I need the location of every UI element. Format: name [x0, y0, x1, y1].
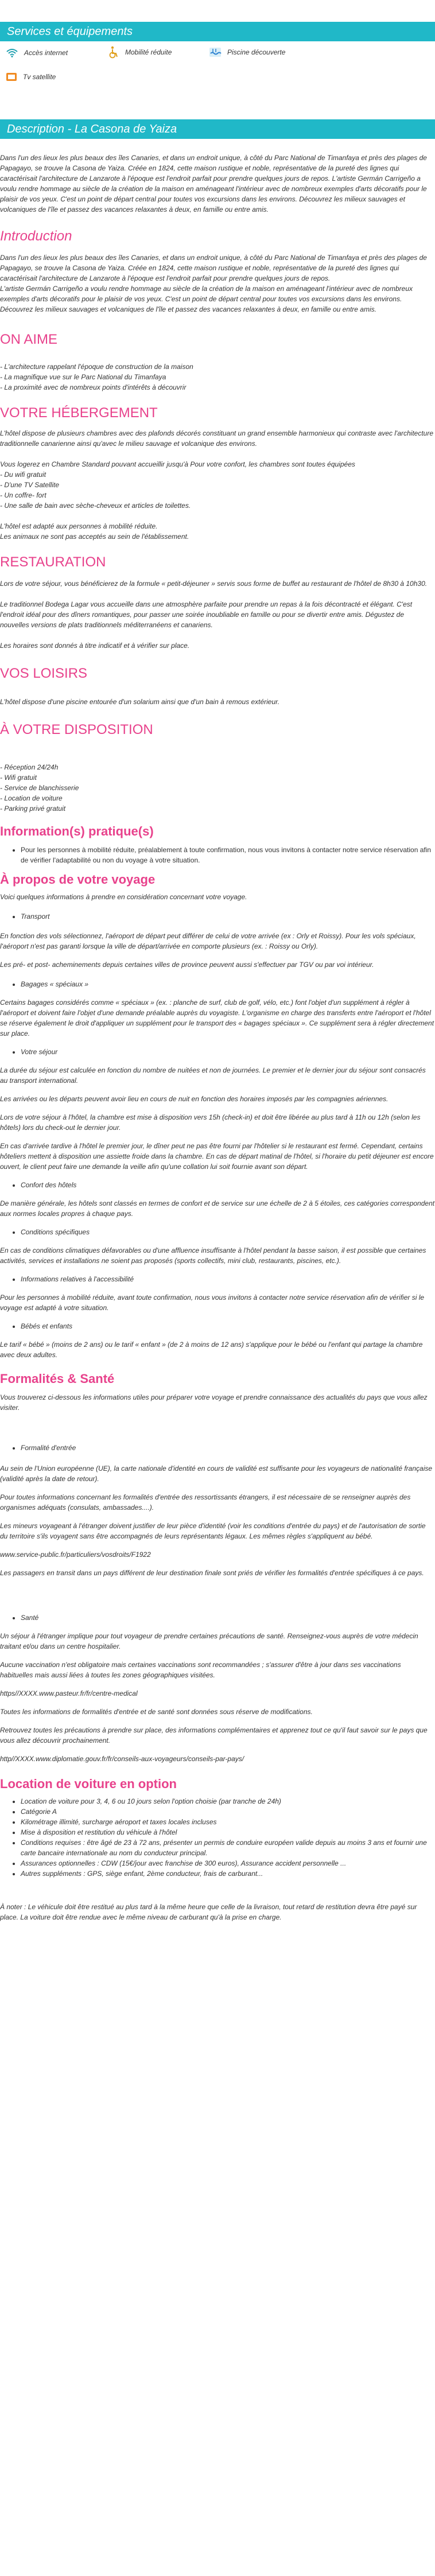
restauration-paragraph-1: Lors de votre séjour, vous bénéficierez de la formule « petit-déjeuner » servis sous forme de buffet au restaurant de l'hôtel de 8h30 à 10h30. — [0, 580, 428, 588]
restauration-heading: RESTAURATION — [0, 554, 106, 570]
description-paragraph: Dans l'un des lieux les plus beaux des îles Canaries, et dans un endroit unique, à côté du Parc National de Timanfaya et près des plages de Papagayo, se trouve la Casona de Yaiza. Créée en 1824, cette maison rustique et noble, représentative de la pureté des lignes qui caractérisait l'architecture de Lanzarote à l'époque est l'endroit parfait pour prendre quelques jours de repos. L'artiste Germán Carrigeño a voulu rendre hommage au siècle de la création de la maison en aménageant l'intérieur avec de nombreux exemples d'arts décoratifs pour le plaisir de vos yeux. C'est un point de départ central pour toutes vos excursions dans les environs. Découvrez les milieux sauvages et volcaniques de l'île et passez des vacances relaxantes à deux, en famille ou entre amis. — [0, 154, 427, 213]
bagages-bullet-list — [0, 979, 435, 989]
hebergement-heading: VOTRE HÉBERGEMENT — [0, 405, 158, 421]
intro-paragraph-2: L'artiste Germán Carrigeño a voulu rendre hommage au siècle de la création de la maison en aménageant l'intérieur avec de nombreux exemples d'arts décoratifs pour le plaisir de vos yeux. C'est un point de départ central pour toutes vos excursions dans les environs. Découvrez les milieux sauvages et volcaniques de l'île et passez des vacances relaxantes à deux, en famille ou entre amis. — [0, 285, 413, 313]
sante-link-2[interactable]: http//XXXX.www.diplomatie.gouv.fr/fr/conseils-aux-voyageurs/conseils-par-pays/ — [0, 1755, 244, 1763]
sejour-paragraph-4: En cas d'arrivée tardive à l'hôtel le premier jour, le dîner peut ne pas être fourni par l'hôtelier si le restaurant est fermé. Cependant, certains hôteliers mettent à disposition une assiette froide dans la chambre. En cas de départ matinal de l'hôtel, si l'horaire du petit déjeuner est encore ouvert, le client peut faire une demande la veille afin qu'une collation lui soit fournie avant son départ. — [0, 1142, 434, 1171]
loisirs-paragraph: L'hôtel dispose d'une piscine entourée d'un solarium ainsi que d'un bain à remous extérieur. — [0, 698, 280, 706]
sante-link-1[interactable]: https//XXXX.www.pasteur.fr/fr/centre-medical — [0, 1689, 138, 1697]
amenity-mobility: Mobilité réduite — [108, 46, 172, 59]
sante-bullet-list — [0, 1613, 435, 1623]
pratiques-heading: Information(s) pratique(s) — [0, 824, 154, 838]
transport-paragraph-1: En fonction des vols sélectionnez, l'aéroport de départ peut différer de celui de votre arrivée (ex : Orly et Roissy). Pour les vols spéciaux, l'aéroport n'est pas garanti lorsque la ville de départ/arrivée en comporte plusieurs (ex. : Roissy ou Orly). — [0, 932, 416, 950]
bebes-bullet: • Bébés et enfants — [21, 1321, 435, 1331]
disposition-item: - Location de voiture — [0, 794, 63, 802]
tv-icon — [6, 71, 17, 83]
hebergement-paragraph-1: L'hôtel dispose de plusieurs chambres avec des plafonds décorés constituant un grand ensemble harmonieux qui contraste avec l'architecture traditionnelle canarienne ainsi qu'avec le milieu sauvage et volcanique des environs. — [0, 429, 434, 448]
sante-paragraph-4: Toutes les informations de formalités d'entrée et de santé sont données sous réserve de modifications. — [0, 1708, 313, 1716]
disposition-item: - Wifi gratuit — [0, 774, 37, 782]
hebergement-item: - D'une TV Satellite — [0, 481, 60, 489]
sante-bullet: • Santé — [21, 1613, 435, 1623]
entree-paragraph-3: Les mineurs voyageant à l'étranger doivent justifier de leur pièce d'identité (voir les conditions d'entrée du pays) et de l'autorisation de sortie du territoire s'ils voyagent sans être accompagnés de leurs représentants légaux. Les mêmes règles s'appliquent au bébé. — [0, 1522, 426, 1540]
voiture-item: • Assurances optionnelles : CDW (15€/jour avec franchise de 300 euros), Assurance accident personnelle ... — [21, 1858, 435, 1868]
amenity-tv: Tv satellite — [6, 71, 56, 83]
restauration-paragraph-2: Le traditionnel Bodega Lagar vous accueille dans une atmosphère parfaite pour prendre un repas à la fois décontracté et élégant. C'est l'endroit idéal pour des dîners romantiques, pour passer une soirée inoubliable en famille ou pour se divertir entre amis. Dégustez de nouvelles versions de plats traditionnels méditerranéens et canariens. — [0, 600, 413, 629]
sante-paragraph-2: Aucune vaccination n'est obligatoire mais certaines vaccinations sont recommandées ; s'assurer d'être à jour dans ses vaccinations habituelles mais aussi liées à toutes les zones géographiques visitées. — [0, 1661, 401, 1679]
amenities-list — [0, 41, 435, 104]
loisirs-heading: VOS LOISIRS — [0, 666, 88, 681]
sejour-bullet: • Votre séjour — [21, 1047, 435, 1057]
disposition-heading: À VOTRE DISPOSITION — [0, 722, 153, 737]
voiture-note: À noter : Le véhicule doit être restitué au plus tard à la même heure que celle de la livraison, tout retard de restitution devra être payé sur place. La voiture doit être rendue avec le même niveau de carburant qu'à la prise en charge. — [0, 1903, 417, 1921]
intro-heading: Introduction — [0, 228, 72, 244]
entree-bullet: • Formalité d'entrée — [21, 1443, 435, 1453]
sejour-paragraph-1: La durée du séjour est calculée en fonction du nombre de nuitées et non de journées. Le premier et le dernier jour du séjour sont consacrés au transport international. — [0, 1066, 426, 1085]
sejour-bullet-list — [0, 1047, 435, 1057]
voiture-item: • Conditions requises : être âgé de 23 à 72 ans, présenter un permis de conduire européen valide depuis au moins 3 ans et fournir une carte bancaire internationale au nom du conducteur principal. — [21, 1837, 435, 1858]
entree-paragraph-1: Au sein de l'Union européenne (UE), la carte nationale d'identité en cours de validité est suffisante pour les voyageurs de nationalité française (validité après la date de retour). — [0, 1464, 433, 1483]
accessibilite-bullet: • Informations relatives à l'accessibilité — [21, 1274, 435, 1284]
bebes-paragraph: Le tarif « bébé » (moins de 2 ans) ou le tarif « enfant » (de 2 à moins de 12 ans) s'applique pour le bébé ou l'enfant qui partage la chambre avec deux adultes. — [0, 1341, 423, 1359]
transport-bullet-list — [0, 911, 435, 922]
aime-item: - La magnifique vue sur le Parc National du Timanfaya — [0, 373, 166, 381]
aime-heading: ON AIME — [0, 332, 58, 347]
wifi-icon — [6, 48, 18, 57]
entree-paragraph-2: Pour toutes informations concernant les formalités d'entrée des ressortissants étrangers, il est nécessaire de se renseigner auprès des organismes adéquats (consulats, ambassades....). — [0, 1493, 411, 1512]
amenity-pool: Piscine découverte — [209, 47, 285, 57]
voiture-heading: Location de voiture en option — [0, 1777, 177, 1791]
bagages-bullet: • Bagages « spéciaux » — [21, 979, 435, 989]
amenity-internet: Accès internet — [6, 48, 68, 57]
accessibilite-paragraph: Pour les personnes à mobilité réduite, avant toute confirmation, nous vous invitons à contacter notre service réservation afin de vérifier si le voyage est adapté à votre situation. — [0, 1293, 425, 1312]
restauration-paragraph-3: Les horaires sont donnés à titre indicatif et à vérifier sur place. — [0, 642, 190, 650]
formalites-intro: Vous trouverez ci-dessous les informations utiles pour préparer votre voyage et prendre connaissance des actualités du pays que vous allez visiter. — [0, 1393, 428, 1412]
aime-item: - L'architecture rappelant l'époque de construction de la maison — [0, 363, 193, 371]
confort-bullet: • Confort des hôtels — [21, 1180, 435, 1190]
entree-link[interactable]: www.service-public.fr/particuliers/vosdroits/F1922 — [0, 1551, 151, 1559]
pratiques-item: • Pour les personnes à mobilité réduite, préalablement à toute confirmation, nous vous invitons à contacter notre service réservation afin de vérifier l'adaptabilité ou non du voyage à votre situation. — [21, 845, 435, 865]
sante-paragraph-1: Un séjour à l'étranger implique pour tout voyageur de prendre certaines précautions de santé. Renseignez-vous auprès de votre médecin traitant et/ou dans un centre hospitalier. — [0, 1632, 418, 1650]
conditions-bullet-list — [0, 1227, 435, 1237]
hebergement-item: - Une salle de bain avec sèche-cheveux et articles de toilettes. — [0, 502, 191, 510]
disposition-item: - Parking privé gratuit — [0, 805, 66, 813]
sejour-paragraph-2: Les arrivées ou les départs peuvent avoir lieu en cours de nuit en fonction des horaires imposés par les compagnies aériennes. — [0, 1095, 389, 1103]
conditions-bullet: • Conditions spécifiques — [21, 1227, 435, 1237]
disposition-item: - Service de blanchisserie — [0, 784, 79, 792]
services-title: Services et équipements — [0, 22, 435, 41]
entree-bullet-list — [0, 1443, 435, 1453]
apropos-intro: Voici quelques informations à prendre en considération concernant votre voyage. — [0, 893, 247, 901]
hebergement-item: - Du wifi gratuit — [0, 471, 46, 479]
voiture-item: • Mise à disposition et restitution du véhicule à l'hôtel — [21, 1827, 435, 1837]
conditions-paragraph: En cas de conditions climatiques défavorables ou d'une affluence insuffisante à l'hôtel pendant la basse saison, il est possible que certaines activités, services et installations ne soient pas proposés (sports collectifs, mini club, restaurants, piscines, etc.). — [0, 1246, 426, 1265]
confort-paragraph: De manière générale, les hôtels sont classés en termes de confort et de service sur une échelle de 2 à 5 étoiles, ces catégories correspondent aux normes locales propres à chaque pays. — [0, 1199, 435, 1218]
voiture-item: • Catégorie A — [21, 1806, 435, 1817]
entree-paragraph-5: Les passagers en transit dans un pays différent de leur destination finale sont priés de vérifier les formalités d'entrée spécifiques à ce pays. — [0, 1569, 424, 1577]
aime-item: - La proximité avec de nombreux points d'intérêts à découvrir — [0, 383, 187, 391]
apropos-heading: À propos de votre voyage — [0, 872, 156, 887]
wheelchair-icon — [108, 46, 119, 59]
transport-bullet: • Transport — [21, 911, 435, 922]
sante-paragraph-5: Retrouvez toutes les précautions à prendre sur place, des informations complémentaires et apprenez tout ce qu'il faut savoir sur le pays que vous allez découvrir prochainement. — [0, 1726, 428, 1744]
hebergement-paragraph-4: Les animaux ne sont pas acceptés au sein de l'établissement. — [0, 533, 189, 541]
voiture-item: • Location de voiture pour 3, 4, 6 ou 10 jours selon l'option choisie (par tranche de 24h) — [21, 1796, 435, 1806]
hebergement-item: - Un coffre- fort — [0, 491, 46, 499]
voiture-item: • Autres suppléments : GPS, siège enfant, 2ème conducteur, frais de carburant... — [21, 1868, 435, 1879]
hebergement-paragraph-3: L'hôtel est adapté aux personnes à mobilité réduite. — [0, 522, 158, 530]
formalites-heading: Formalités & Santé — [0, 1371, 115, 1386]
bagages-paragraph: Certains bagages considérés comme « spéciaux » (ex. : planche de surf, club de golf, vélo, etc.) font l'objet d'un supplément à régler à l'aéroport et doivent faire l'objet d'une demande préalable auprès du voyagiste. L'organisme en charge des transferts entre l'aéroport et l'hôtel se réserve également le droit d'appliquer un supplément pour le transport des « bagages spéciaux ». Ce supplément sera à régler directement sur place. — [0, 998, 434, 1038]
pratiques-list — [0, 845, 435, 865]
voiture-list — [0, 1796, 435, 1879]
sejour-paragraph-3: Lors de votre séjour à l'hôtel, la chambre est mise à disposition vers 15h (check-in) et doit être libérée au plus tard à 11h ou 12h (selon les hôtels) lors du check-out le dernier jour. — [0, 1113, 421, 1132]
voiture-item: • Kilométrage illimité, surcharge aéroport et taxes locales incluses — [21, 1817, 435, 1827]
transport-paragraph-2: Les pré- et post- acheminements depuis certaines villes de province peuvent aussi s'effectuer par TGV ou par voi intérieur. — [0, 961, 374, 969]
disposition-item: - Réception 24/24h — [0, 763, 59, 771]
pool-icon — [209, 47, 222, 57]
description-title: Description - La Casona de Yaiza — [0, 119, 435, 139]
confort-bullet-list — [0, 1180, 435, 1190]
hebergement-paragraph-2: Vous logerez en Chambre Standard pouvant accueillir jusqu'à Pour votre confort, les chambres sont toutes équipées — [0, 460, 355, 468]
accessibilite-bullet-list — [0, 1274, 435, 1284]
bebes-bullet-list — [0, 1321, 435, 1331]
intro-paragraph-1: Dans l'un des lieux les plus beaux des îles Canaries, et dans un endroit unique, à côté du Parc National de Timanfaya et près des plages de Papagayo, se trouve la Casona de Yaiza. Créée en 1824, cette maison rustique et noble, représentative de la pureté des lignes qui caractérisait l'architecture de Lanzarote à l'époque est l'endroit parfait pour prendre quelques jours de repos. — [0, 254, 427, 282]
